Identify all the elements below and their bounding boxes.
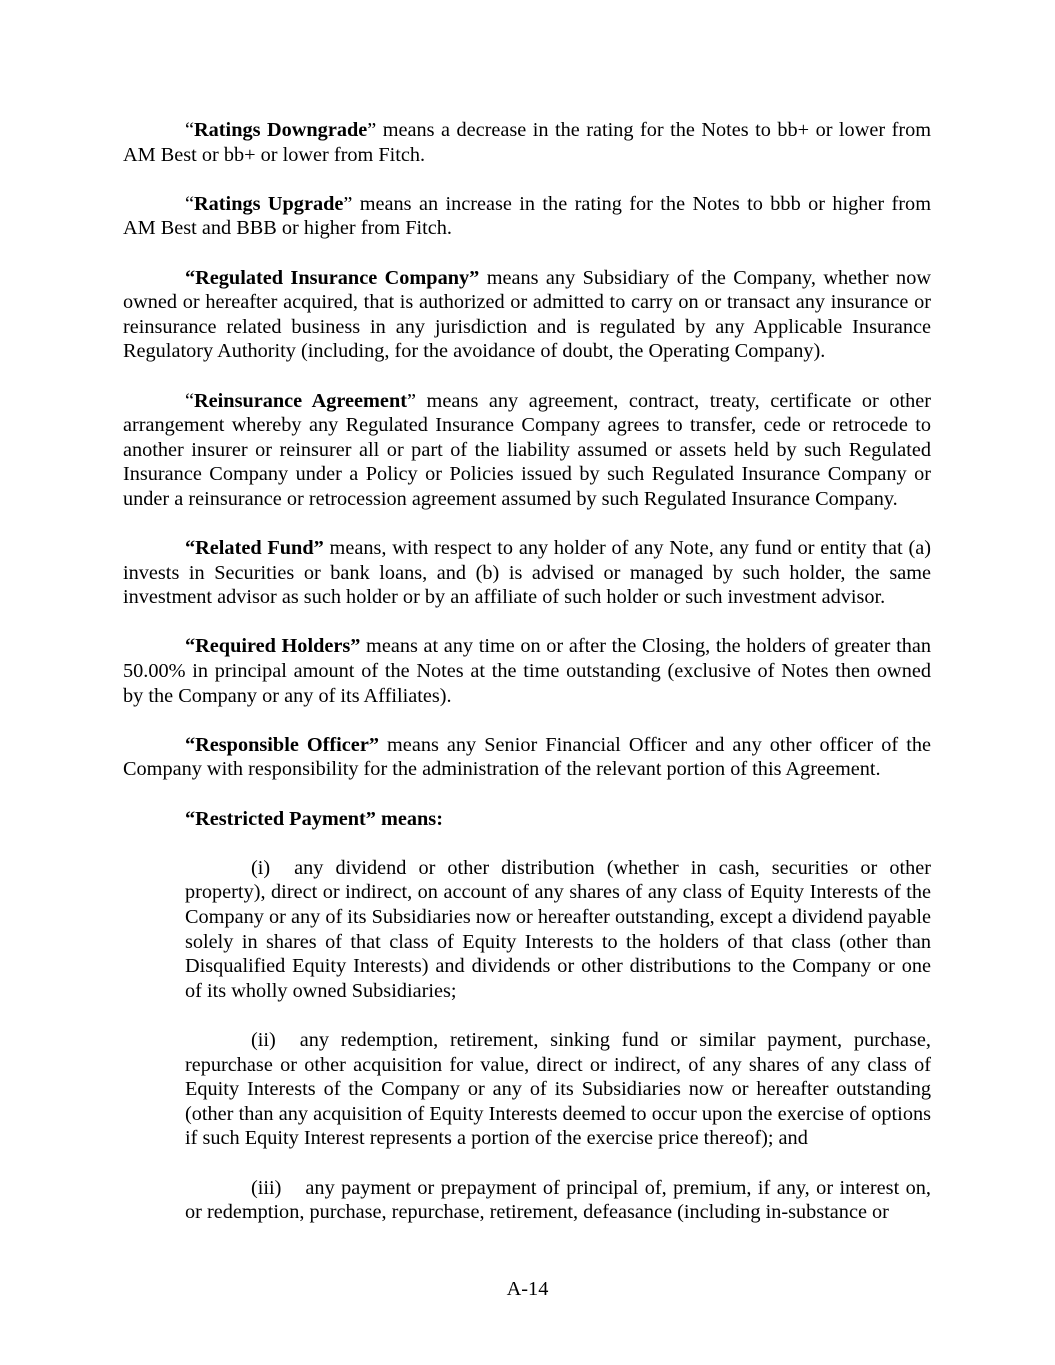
definition-body-text: ” means a decrease in the rating for the Notes to bb+ or lower from AM Best or bb+ or lower from Fitch.	[123, 119, 931, 166]
definition-term: Ratings Downgrade	[194, 119, 368, 141]
list-item-text: any dividend or other distribution (whether in cash, securities or other property), direct or indirect, on account of any shares of any class of Equity Interests of the Company or any of its Subsidiaries now or hereafter outstanding, except a dividend payable solely in shares of that class of Equity Interests to the holders of that class (other than Disqualified Equity Interests) and dividends or other distributions to the Company or one of its wholly owned Subsidiaries;	[185, 856, 931, 1002]
term-open-quote: “	[185, 192, 195, 215]
list-item-iii	[185, 1176, 931, 1225]
definition-paragraph-restricted-payment	[123, 807, 931, 832]
definition-paragraph-required-holders	[123, 634, 931, 708]
definition-paragraph-related-fund	[123, 536, 931, 610]
definition-term: Reinsurance Agreement	[194, 389, 407, 412]
definition-term: “Restricted Payment” means:	[185, 807, 443, 830]
definition-term: “Responsible Officer”	[185, 733, 379, 756]
definition-term: Ratings Upgrade	[194, 192, 344, 215]
definition-term: “Required Holders”	[185, 635, 361, 658]
list-item-label: (iii)	[251, 1176, 282, 1199]
definition-term: “Related Fund”	[185, 537, 324, 560]
definition-body-text: means any Senior Financial Officer and any other officer of the Company with responsibility for the administration of the relevant portion of this Agreement.	[123, 733, 931, 781]
term-open-quote: “	[185, 389, 195, 412]
definition-body-text: ” means an increase in the rating for the Notes to bbb or higher from AM Best and BBB or higher from Fitch.	[123, 192, 931, 240]
list-item-ii	[185, 1028, 931, 1151]
definition-body-text: means, with respect to any holder of any Note, any fund or entity that (a) invests in Securities or bank loans, and (b) is advised or managed by such holder, the same investment advisor as such holder or by an affiliate of such holder or such investment advisor.	[123, 537, 931, 609]
definition-body-text: means at any time on or after the Closing, the holders of greater than 50.00% in principal amount of the Notes at the time outstanding (exclusive of Notes then owned by the Company or any of its Affiliates).	[123, 635, 931, 707]
definition-paragraph-responsible-officer	[123, 733, 931, 782]
definition-term: “Regulated Insurance Company”	[185, 266, 480, 289]
list-item-text: any payment or prepayment of principal of, premium, if any, or interest on, or redemption, purchase, repurchase, retirement, defeasance (including in-substance or	[185, 1176, 931, 1224]
definition-paragraph-ratings-downgrade	[123, 118, 931, 167]
term-open-quote: “	[185, 119, 195, 141]
list-item-label: (ii)	[251, 1028, 276, 1051]
definition-paragraph-ratings-upgrade	[123, 192, 931, 241]
page-number: A-14	[506, 1278, 549, 1300]
definition-body-text: ” means any agreement, contract, treaty, certificate or other arrangement whereby any Regulated Insurance Company agrees to transfer, cede or retrocede to another insurer or reinsurer all or part of the liability assumed or assets held by such Regulated Insurance Company under a Policy or Policies issued by such Regulated Insurance Company or under a reinsurance or retrocession agreement assumed by such Regulated Insurance Company.	[123, 389, 932, 510]
list-item-label: (i)	[251, 856, 271, 879]
list-item-text: any redemption, retirement, sinking fund or similar payment, purchase, repurchase or other acquisition for value, direct or indirect, of any shares of any class of Equity Interests of the Company or any of its Subsidiaries now or hereafter outstanding (other than any acquisition of Equity Interests deemed to occur upon the exercise of options if such Equity Interest represents a portion of the exercise price thereof); and	[185, 1028, 931, 1150]
document-body	[123, 118, 931, 1225]
list-item-i	[185, 856, 931, 1004]
definition-body-text: means any Subsidiary of the Company, whether now owned or hereafter acquired, that is authorized or admitted to carry on or transact any insurance or reinsurance related business in any jurisdiction and is regulated by any Applicable Insurance Regulatory Authority (including, for the avoidance of doubt, the Operating Company).	[123, 266, 931, 363]
definition-paragraph-reinsurance-agreement	[123, 389, 931, 512]
definition-paragraph-regulated-insurance-company	[123, 266, 931, 364]
